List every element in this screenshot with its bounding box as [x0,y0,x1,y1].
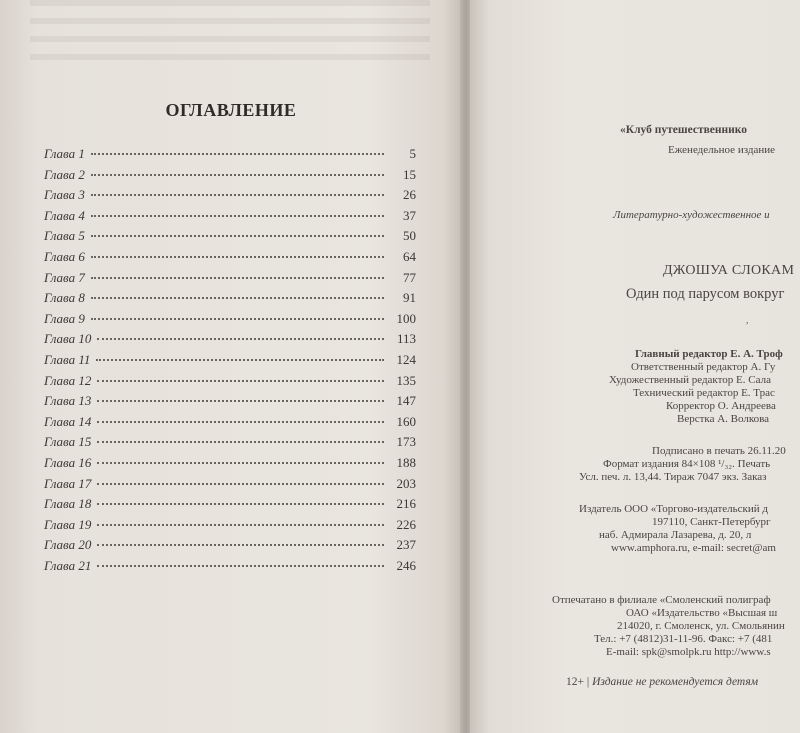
dot-leader [97,338,384,340]
page-number: 15 [403,166,416,182]
dot-leader [97,441,384,443]
dot-leader [91,174,384,176]
book-title: Один под парусом вокруг [626,286,785,302]
toc-entry [44,146,416,167]
page-number: 113 [396,331,416,347]
page-number: 160 [396,413,416,429]
print-info-line: Усл. печ. л. 13,44. Тираж 7047 экз. Заказ [579,471,767,483]
staff-line: Корректор О. Андреева [666,400,776,412]
author-name: ДЖОШУА СЛОКАМ [663,263,795,278]
toc-title: ОГЛАВЛЕНИЕ [165,100,297,120]
chapter-label: Глава 16 [44,454,92,470]
toc-entry [44,167,416,188]
separator: | [586,676,593,688]
toc-entry [44,352,416,373]
page-number: 147 [396,393,416,409]
page-number: 246 [396,557,416,573]
chapter-label: Глава 14 [44,413,92,429]
staff-line: Технический редактор Е. Трас [633,387,775,399]
page-number: 26 [403,187,416,203]
chapter-label: Глава 7 [44,269,85,285]
dot-leader [97,565,384,567]
page-number: 100 [396,310,416,326]
chapter-label: Глава 18 [44,496,92,512]
page-number: 37 [403,207,416,223]
periodicity: Еженедельное издание [668,144,775,156]
dot-leader [91,256,384,258]
toc-entry [44,249,416,270]
toc-entry [44,187,416,208]
dot-leader [97,421,384,423]
page-number: 124 [396,351,416,367]
toc-entry [44,476,416,497]
toc-entry [44,434,416,455]
page-number: 237 [396,537,416,553]
toc-entry [44,393,416,414]
dot-leader [91,235,384,237]
toc-entry [44,290,416,311]
bleed-through-text [30,0,430,60]
dot-leader [96,359,384,361]
toc-entry [44,537,416,558]
age-rating-line [566,676,758,688]
dot-leader [97,503,384,505]
chapter-label: Глава 4 [44,207,85,223]
print-info-line: Формат издания 84×108 ¹/₃₂. Печать [603,458,771,470]
dot-leader [97,544,384,546]
chapter-label: Глава 17 [44,475,92,491]
series-name: «Клуб путешественнико [620,124,748,136]
chapter-label: Глава 10 [44,331,92,347]
chapter-label: Глава 5 [44,228,85,244]
staff-line: Художественный редактор Е. Сала [609,374,771,386]
toc-entry [44,496,416,517]
publisher-line: 197110, Санкт-Петербург [652,516,771,528]
chapter-label: Глава 11 [44,351,91,367]
chapter-label: Глава 12 [44,372,92,388]
page-number: 50 [403,228,416,244]
dot-leader [91,153,384,155]
chapter-label: Глава 6 [44,248,85,264]
chapter-label: Глава 15 [44,434,92,450]
toc-entry [44,331,416,352]
toc-entry [44,373,416,394]
toc-entry [44,414,416,435]
toc-entry [44,558,416,579]
printer-line: Отпечатано в филиале «Смоленский полиграф [552,594,771,606]
page-number: 173 [396,434,416,450]
table-of-contents [44,146,416,578]
chapter-label: Глава 21 [44,557,92,573]
chapter-label: Глава 19 [44,516,92,532]
chief-editor: Главный редактор Е. А. Троф [635,348,783,360]
page-number: 5 [409,146,416,161]
ornament: , [746,315,749,325]
toc-entry [44,517,416,538]
staff-line: Верстка А. Волкова [677,413,770,425]
printer-line: ОАО «Издательство «Высшая ш [626,607,778,619]
printer-line: Тел.: +7 (4812)31-11-96. Факс: +7 (481 [594,633,773,645]
toc-entry [44,270,416,291]
publisher-line: www.amphora.ru, e-mail: secret@am [611,542,776,554]
dot-leader [91,215,384,217]
dot-leader [97,483,384,485]
publisher-line: наб. Адмирала Лазарева, д. 20, л [599,529,752,541]
genre-line: Литературно-художественное и [613,209,770,221]
page-number: 226 [396,516,416,532]
dot-leader [97,462,384,464]
chapter-label: Глава 1 [44,146,85,161]
chapter-label: Глава 9 [44,310,85,326]
age-note: Издание не рекомендуется детям [592,676,759,688]
page-number: 216 [396,496,416,512]
page-number: 203 [396,475,416,491]
page-number: 135 [396,372,416,388]
toc-entry [44,228,416,249]
chapter-label: Глава 13 [44,393,92,409]
page-number: 77 [403,269,416,285]
dot-leader [91,318,384,320]
printer-line: E-mail: spk@smolpk.ru http://www.s [606,646,771,658]
staff-line: Ответственный редактор А. Гу [631,361,776,373]
dot-leader [97,524,384,526]
toc-entry [44,455,416,476]
toc-entry [44,208,416,229]
print-info-line: Подписано в печать 26.11.20 [652,445,786,457]
page-number: 188 [396,454,416,470]
chapter-label: Глава 20 [44,537,92,553]
dot-leader [97,380,384,382]
dot-leader [91,194,384,196]
toc-entry [44,311,416,332]
dot-leader [91,277,384,279]
dot-leader [91,297,384,299]
publisher-line: Издатель ООО «Торгово-издательский д [579,503,768,515]
printer-line: 214020, г. Смоленск, ул. Смольянин [617,620,785,632]
chapter-label: Глава 3 [44,187,85,203]
chapter-label: Глава 8 [44,290,85,306]
dot-leader [97,400,384,402]
age-rating: 12+ [566,676,584,688]
page-number: 64 [403,248,416,264]
chapter-label: Глава 2 [44,166,85,182]
right-page [470,0,800,733]
page-number: 91 [403,290,416,306]
